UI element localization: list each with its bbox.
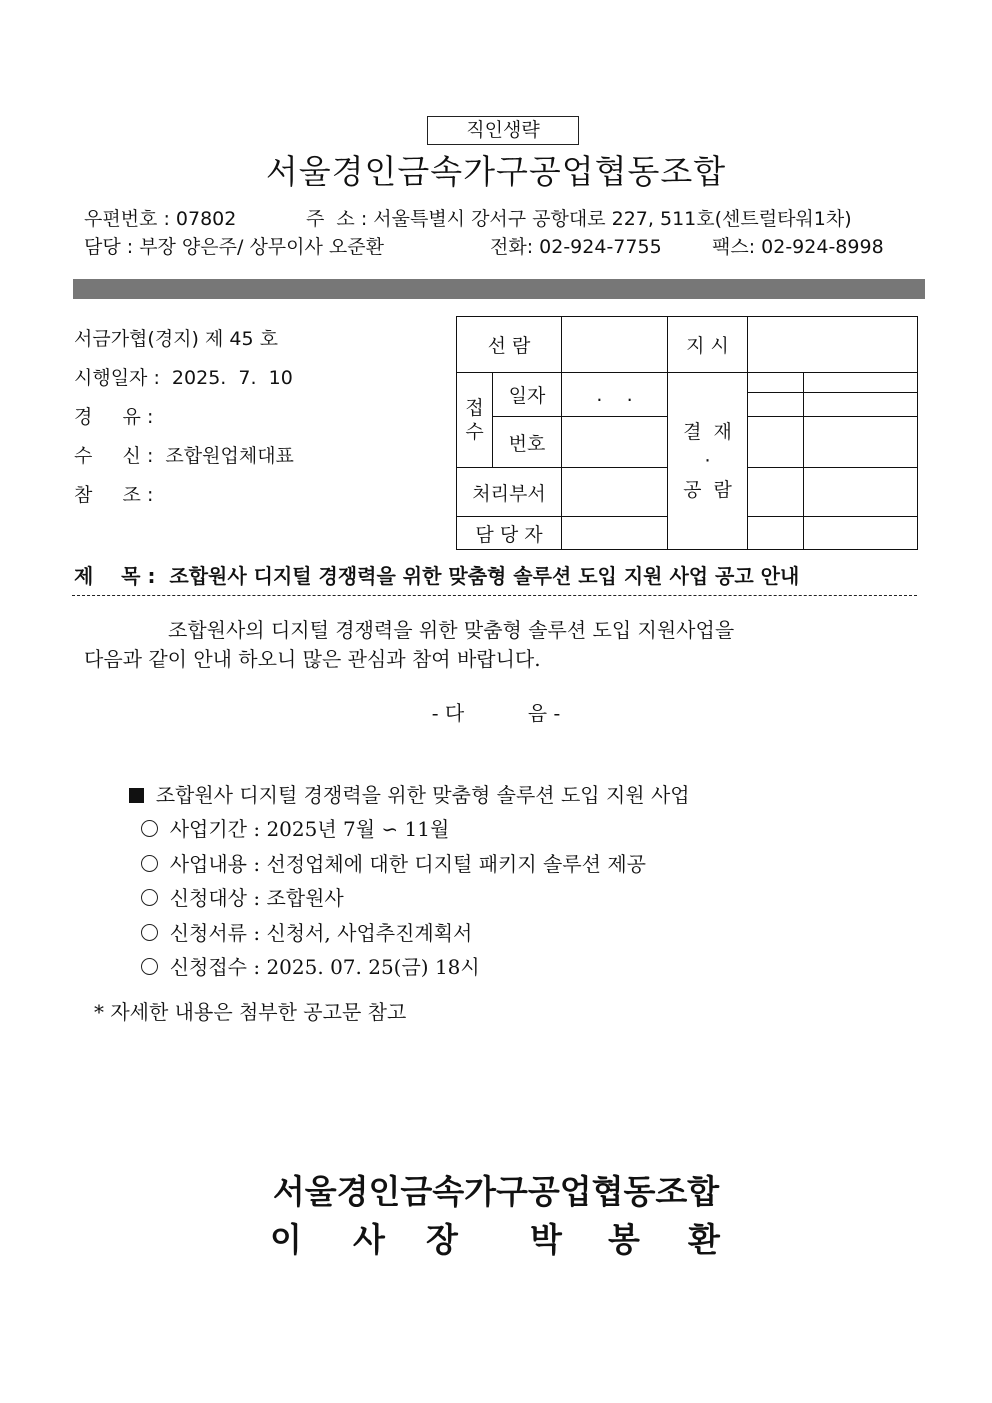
item-deadline: 신청접수 : 2025. 07. 25(금) 18시 [169, 955, 480, 979]
sign-cell-3-left [748, 468, 804, 517]
chair-title-char: 장 [426, 1220, 458, 1259]
footer-organization: 서울경인금속가구공업협동조합 [272, 1172, 720, 1211]
chairman-name-char: 환 [688, 1220, 720, 1259]
document-number: 서금가협(경지) 제 45 호 [74, 328, 278, 350]
header-divider-bar [73, 279, 925, 299]
phone-number: 전화: 02-924-7755 [490, 236, 662, 258]
sign-cell-top-right [804, 373, 918, 393]
body-line-2: 다음과 같이 안내 하오니 많은 관심과 참여 바랍니다. [84, 647, 541, 671]
gyeol-jae-text: 결 재 [683, 421, 732, 443]
approval-stamp-table [456, 316, 918, 550]
jeop-char: 접 [465, 397, 484, 419]
chairman-name-char: 박 [530, 1220, 562, 1259]
seon-ram-cell [562, 317, 668, 373]
sign-cell-2-left [748, 417, 804, 468]
beon-ho-label: 번호 [493, 417, 562, 468]
sign-cell-3-right [804, 468, 918, 517]
gyeol-jae-gong-ram-label [668, 373, 748, 550]
organization-title: 서울경인금속가구공업협동조합 [265, 152, 727, 191]
address: 주 소 : 서울특별시 강서구 공항대로 227, 511호(센트럴타워1차) [306, 208, 852, 230]
reference-field: 참 조 : [74, 484, 154, 506]
fax-number: 팩스: 02-924-8998 [712, 236, 884, 258]
issue-date: 시행일자 : 2025. 7. 10 [74, 367, 293, 389]
attachment-note: * 자세한 내용은 첨부한 공고문 참고 [94, 1000, 407, 1024]
circle-bullet-icon [141, 958, 158, 975]
recipient-field: 수 신 : 조합원업체대표 [74, 445, 294, 467]
jeop-su-label [457, 373, 493, 468]
via-field: 경 유 : [74, 406, 154, 428]
sign-cell-1-left [748, 393, 804, 417]
stamp-omitted-note: 직인생략 [427, 116, 579, 145]
subject-dashed-divider [72, 595, 917, 596]
middle-dot: · [704, 450, 711, 472]
body-line-1: 조합원사의 디지털 경쟁력을 위한 맞춤형 솔루션 도입 지원사업을 [168, 618, 735, 642]
item-target: 신청대상 : 조합원사 [169, 886, 344, 910]
sign-cell-top-left [748, 373, 804, 393]
sign-cell-4-right [804, 517, 918, 550]
chair-title-char: 이 [270, 1220, 302, 1259]
beon-ho-cell [562, 417, 668, 468]
postal-code: 우편번호 : 07802 [84, 208, 237, 230]
ji-si-label: 지 시 [668, 317, 748, 373]
il-ja-cell: . . [562, 373, 668, 417]
item-period: 사업기간 : 2025년 7월 ∽ 11월 [169, 817, 450, 841]
ji-si-cell [748, 317, 918, 373]
chair-title-char: 사 [353, 1220, 385, 1259]
dam-dang-ja-label: 담 당 자 [457, 517, 562, 550]
sign-cell-4-left [748, 517, 804, 550]
da-eum-heading: - 다 음 - [431, 701, 561, 725]
cheori-buseo-cell [562, 468, 668, 517]
sign-cell-1-right [804, 393, 918, 417]
item-content: 사업내용 : 선정업체에 대한 디지털 패키지 솔루션 제공 [169, 852, 646, 876]
manager-info: 담당 : 부장 양은주/ 상무이사 오준환 [84, 236, 384, 258]
list-item [128, 927, 480, 980]
cheori-buseo-label: 처리부서 [457, 468, 562, 517]
section-title: 조합원사 디지털 경쟁력을 위한 맞춤형 솔루션 도입 지원 사업 [155, 783, 690, 807]
il-ja-label: 일자 [493, 373, 562, 417]
su-char: 수 [465, 421, 484, 443]
gong-ram-text: 공 람 [683, 479, 732, 501]
dam-dang-ja-cell [562, 517, 668, 550]
sign-cell-2-right [804, 417, 918, 468]
subject-line: 제 목 : 조합원사 디지털 경쟁력을 위한 맞춤형 솔루션 도입 지원 사업 공고 안내 [74, 564, 800, 588]
chairman-name-char: 봉 [608, 1220, 640, 1259]
item-documents: 신청서류 : 신청서, 사업추진계획서 [169, 921, 473, 945]
seon-ram-label: 선 람 [457, 317, 562, 373]
